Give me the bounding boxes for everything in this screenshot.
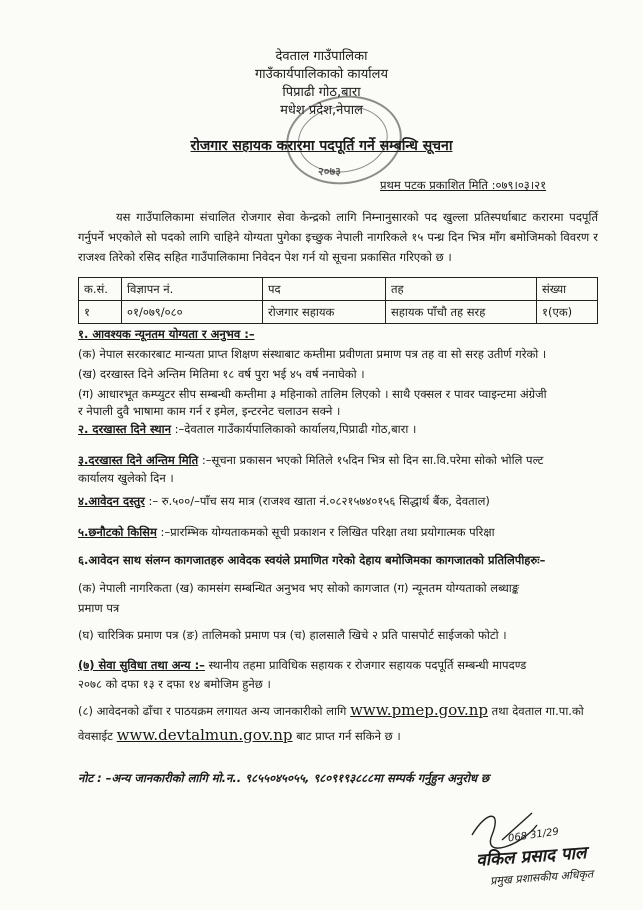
contact-note: नोट : –अन्य जानकारीको लागि मो.न.. ९८५५०४५०५५, ९८०९१९३८८८मा सम्पर्क गर्नुहुन अनुरोध छ — [78, 771, 490, 785]
publication-date: प्रथम पटक प्रकाशित मिति :०७९।०३।२१ — [380, 178, 547, 192]
table-cell: १ — [79, 301, 122, 324]
notice-title: रोजगार सहायक करारमा पदपूर्ति गर्ने सम्बन्धि सूचना — [190, 138, 453, 154]
col-header: पद — [263, 278, 386, 301]
col-header: क.सं. — [79, 278, 122, 301]
section-6-heading: ६.आवेदन साथ संलग्न कागजातहरु आवेदक स्वयंले प्रमाणित गरेको देहाय बमोजिमका कागजातको प्रतिलिपीहरुः– — [78, 553, 546, 567]
table-header-row — [79, 278, 598, 301]
office-name: गाउँकार्यपालिकाको कार्यालय — [254, 67, 389, 82]
col-header: संख्या — [537, 278, 598, 301]
stamp-year: २०७३ — [318, 165, 341, 178]
vacancy-table — [78, 277, 598, 324]
section-2: २. दरखास्त दिने स्थान :–देवताल गाउँकार्यपालिकाको कार्यालय,पिप्राढी गोठ,बारा । — [78, 422, 417, 436]
col-header: तह — [386, 278, 537, 301]
section-5: ५.छनौटको किसिम :–प्रारम्भिक योग्यताकमको सूची प्रकाशन र लिखित परिक्षा तथा प्रयोगात्मक परिक्षा — [78, 525, 495, 539]
qualification-b: (ख) दरखास्त दिने अन्तिम मितिमा १८ वर्ष पुरा भई ४५ वर्ष ननाघेको । — [78, 367, 365, 381]
signatory-name: वकिल प्रसाद पाल — [475, 843, 588, 871]
qualification-c-line1: (ग) आधारभूत कम्प्युटर सीप सम्बन्धी कम्तीमा ३ महिनाको तालिम लिएको । साथै एक्सल र पावर प्वाइन्टमा अंग्रेजी — [78, 387, 547, 401]
signature-date: 068 31/29 — [507, 826, 560, 845]
documents-line1: (क) नेपाली नागरिकता (ख) कामसंग सम्बन्धित अनुभव भए सोको कागजात (ग) न्यूनतम योग्यताको लब्धाङ्क — [78, 581, 520, 595]
table-cell: सहायक पाँचौ तह सरह — [386, 301, 537, 324]
documents-line3: (घ) चारित्रिक प्रमाण पत्र (ङ) तालिमको प्रमाण पत्र (च) हालसालै खिचे २ प्रति पासपोर्ट साईजको फोटो । — [78, 628, 507, 642]
section-7-line1: (७) सेवा सुविधा तथा अन्य :– स्थानीय तहमा प्राविधिक सहायक र रोजगार सहायक पदपूर्ति सम्बन्धी मापदण्ड — [78, 658, 527, 672]
documents-line2: प्रमाण पत्र — [78, 601, 120, 615]
table-row — [79, 301, 598, 324]
table-cell: रोजगार सहायक — [263, 301, 386, 324]
section-1-heading: १. आवश्यक न्यूनतम योग्यता र अनुभव :– — [78, 327, 255, 341]
intro-paragraph: यस गाउँपालिकामा संचालित रोजगार सेवा केन्द्रको लागि निम्नानुसारको पद खुल्ला प्रतिस्पर्धाबाट करारमा पदपूर्ति गर्नुपर्ने भएकोले सो पदको लागि चाहिने योग्यता पुगेका इच्छुक नेपाली नागरिकले १५ पन्ध्र दिन भित्र माँग बमोजिमको विवरण र राजश्व तिरेको रसिद सहित गाउँपालिकामा निवेदन पेश गर्न यो सूचना प्रकासित गरिएको छ । — [78, 210, 598, 264]
section-3-line2: कार्यालय खुलेको दिन । — [78, 471, 174, 485]
qualification-a: (क) नेपाल सरकारबाट मान्यता प्राप्त शिक्षण संस्थाबाट कम्तीमा प्रवीणता प्रमाण पत्र तह वा सो सरह उतीर्ण गरेको । — [78, 347, 547, 361]
table-cell: १(एक) — [537, 301, 598, 324]
office-address: पिप्राढी गोठ,बारा — [282, 85, 361, 100]
section-8-line1: (८) आवेदनको ढाँचा र पाठयक्रम लगायत अन्य जानकारीको लागि www.pmep.gov.np तथा देवताल गा.पा.को — [78, 701, 584, 719]
devtal-link: www.devtalmun.gov.np — [116, 726, 293, 744]
signatory-role: प्रमुख प्रशासकीय अधिकृत — [489, 867, 594, 888]
col-header: विज्ञापन नं. — [122, 278, 263, 301]
section-8-line2: वेवसाईट www.devtalmun.gov.np बाट प्राप्त गर्न सकिने छ । — [78, 726, 401, 744]
province-name: मधेश प्रदेश,नेपाल — [280, 103, 363, 118]
section-4: ४.आवेदन दस्तुर :– रु.५००/–पाँच सय मात्र (राजश्व खाता नं.०८२१५७४०१५६ सिद्धार्थ बैंक, देवताल) — [78, 494, 490, 508]
qualification-c-line2: र नेपाली दुवै भाषामा काम गर्न र इमेल, इन्टरनेट चलाउन सक्ने । — [78, 404, 341, 418]
section-7-line2: २०७८ को दफा १३ र दफा १४ बमोजिम हुनेछ । — [78, 677, 271, 691]
section-3-line1: ३.दरखास्त दिने अन्तिम मिति :–सूचना प्रकासन भएको मितिले १५दिन भित्र सो दिन सा.वि.परेमा सोको भोलि पल्ट — [78, 453, 544, 467]
pmep-link: www.pmep.gov.np — [350, 701, 488, 719]
municipality-name: देवताल गाउँपालिका — [275, 49, 368, 64]
table-cell: ०१/०७९/०८० — [122, 301, 263, 324]
